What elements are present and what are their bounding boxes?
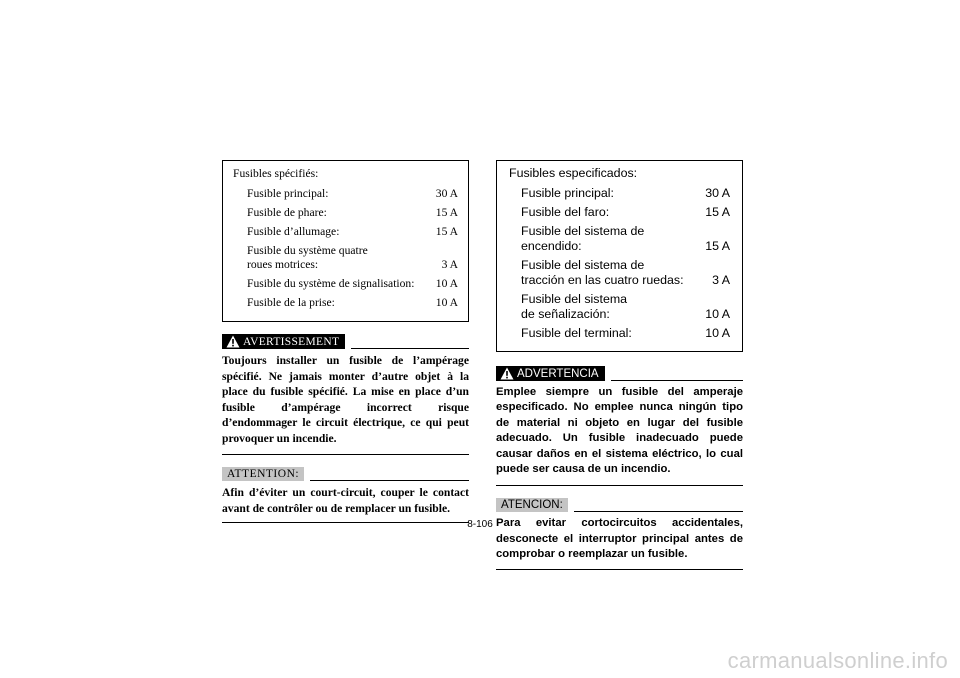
fuse-row bbox=[233, 187, 458, 201]
fuse-name: Fusible del sistema de señalización: bbox=[521, 292, 628, 321]
fuse-value: 10 A bbox=[705, 326, 730, 340]
warning-badge bbox=[222, 334, 345, 349]
fuse-row bbox=[509, 224, 730, 254]
fuse-row bbox=[509, 326, 730, 341]
attention-text: Para evitar cortocircuitos accidentales, desconecte el interruptor principal antes de comprobar o reemplazar un fusible. bbox=[496, 517, 743, 561]
fuse-name: Fusible principal: bbox=[247, 187, 329, 200]
warning-header bbox=[496, 366, 743, 381]
fuse-name: Fusible del sistema de tracción en las cuatro ruedas: bbox=[521, 258, 684, 287]
fuse-value: 30 A bbox=[705, 186, 730, 200]
warning-text: Toujours installer un fusible de l’ampérage spécifié. Ne jamais monter d’autre objet à la place du fusible spécifié. La mise en place d’un fusible d’ampérage incorrect risque d’endommager le circuit électrique, ce qui peut provoquer un incendie. bbox=[222, 354, 469, 445]
fuse-spec-box bbox=[496, 160, 743, 352]
watermark: carmanualsonline.info bbox=[727, 648, 948, 673]
fuse-name: Fusible du système quatre roues motrices: bbox=[247, 244, 368, 271]
header-rule bbox=[611, 380, 743, 381]
fuse-row bbox=[233, 296, 458, 310]
page-number: 8-106 bbox=[467, 519, 493, 530]
fuse-row bbox=[509, 186, 730, 201]
attention-label: ATTENTION: bbox=[222, 467, 304, 481]
warning-text: Emplee siempre un fusible del amperaje especificado. No emplee nunca ningún tipo de material ni objeto en lugar del fusible adecuado. Un fusible inadecuado puede causar daños en el sistema eléctrico, lo cual puede ser causa de un incendio. bbox=[496, 386, 743, 476]
fuse-name: Fusible del sistema de encendido: bbox=[521, 224, 645, 253]
attention-text: Afin d’éviter un court-circuit, couper le contact avant de contrôler ou de remplacer un fusible. bbox=[222, 486, 469, 515]
warning-label: AVERTISSEMENT bbox=[243, 335, 340, 348]
attention-header bbox=[496, 498, 743, 512]
fuse-value: 15 A bbox=[705, 239, 730, 253]
attention-header bbox=[222, 467, 469, 481]
french-column bbox=[222, 160, 469, 523]
fuse-value: 15 A bbox=[435, 206, 458, 219]
fuse-row bbox=[233, 225, 458, 239]
fuse-value: 10 A bbox=[705, 307, 730, 321]
spec-title: Fusibles spécifiés: bbox=[233, 167, 319, 180]
fuse-name: Fusible de phare: bbox=[247, 206, 327, 219]
header-rule bbox=[351, 348, 469, 349]
fuse-spec-box bbox=[222, 160, 469, 322]
spanish-column bbox=[496, 160, 743, 570]
fuse-value: 10 A bbox=[435, 277, 458, 290]
attention-label: ATENCION: bbox=[496, 498, 568, 512]
fuse-row bbox=[233, 244, 458, 272]
fuse-value: 15 A bbox=[435, 225, 458, 238]
fuse-name: Fusible de la prise: bbox=[247, 296, 335, 309]
warning-badge bbox=[496, 366, 605, 381]
fuse-value: 15 A bbox=[705, 205, 730, 219]
fuse-value: 3 A bbox=[712, 273, 730, 287]
section-divider bbox=[496, 485, 743, 486]
fuse-value: 3 A bbox=[441, 258, 458, 271]
warning-label: ADVERTENCIA bbox=[517, 367, 599, 380]
fuse-name: Fusible del faro: bbox=[521, 205, 610, 219]
spec-title: Fusibles especificados: bbox=[509, 166, 638, 180]
fuse-row bbox=[509, 258, 730, 288]
fuse-row bbox=[509, 292, 730, 322]
fuse-name: Fusible del terminal: bbox=[521, 326, 632, 340]
fuse-row bbox=[509, 205, 730, 220]
fuse-value: 30 A bbox=[435, 187, 458, 200]
warning-triangle-icon bbox=[226, 335, 240, 348]
fuse-name: Fusible d’allumage: bbox=[247, 225, 340, 238]
fuse-name: Fusible du système de signalisation: bbox=[247, 277, 415, 290]
fuse-name: Fusible principal: bbox=[521, 186, 614, 200]
section-divider bbox=[222, 454, 469, 455]
header-rule bbox=[310, 480, 469, 481]
fuse-value: 10 A bbox=[435, 296, 458, 309]
warning-header bbox=[222, 334, 469, 349]
fuse-row bbox=[233, 277, 458, 291]
section-divider bbox=[496, 569, 743, 570]
header-rule bbox=[574, 511, 743, 512]
fuse-row bbox=[233, 206, 458, 220]
warning-triangle-icon bbox=[500, 367, 514, 380]
